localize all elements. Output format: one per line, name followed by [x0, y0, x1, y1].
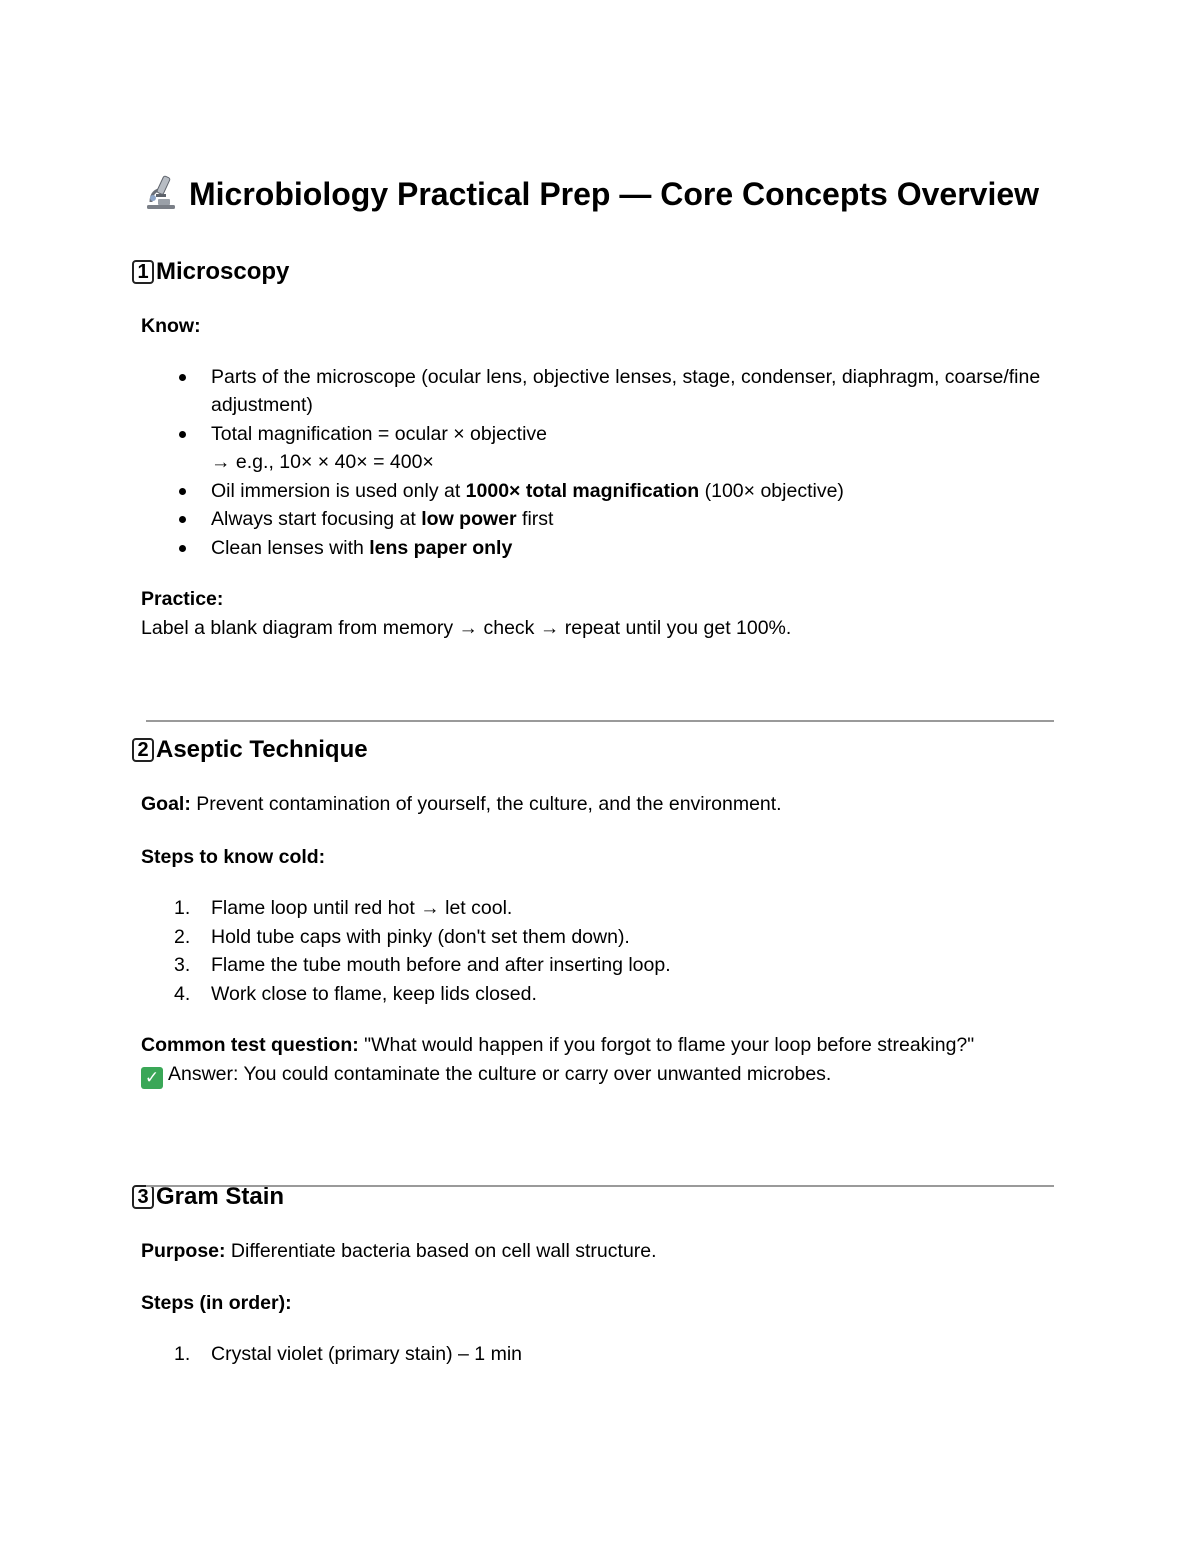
list-item: [174, 951, 1061, 980]
list-item: [174, 923, 1061, 952]
steps-label: Steps (in order):: [141, 1292, 292, 1314]
page-title: [141, 172, 1061, 216]
goal-text: Prevent contamination of yourself, the culture, and the environment.: [190, 793, 782, 815]
section-title: Aseptic Technique: [156, 736, 368, 763]
section-heading-microscopy: [137, 256, 1061, 288]
aseptic-steps-list: [141, 894, 1061, 1008]
list-item-text: Hold tube caps with pinky (don't set them down).: [211, 925, 630, 948]
goal-paragraph: [141, 790, 1061, 819]
list-item-text: Flame loop until red hot → let cool.: [211, 897, 513, 919]
list-item: [211, 534, 1061, 563]
list-item-text: Parts of the microscope (ocular lens, objective lenses, stage, condenser, diaphragm, coarse/fine adjustment): [211, 365, 1041, 416]
answer-paragraph: [141, 1060, 1061, 1089]
list-item-text: (100× objective): [699, 479, 844, 502]
section-heading-aseptic-technique: [137, 734, 1061, 766]
number-badge: 2: [132, 738, 154, 762]
section-title: Gram Stain: [156, 1182, 285, 1210]
microscope-icon: [141, 172, 181, 212]
section-divider: [146, 720, 1054, 722]
list-item-emphasis: lens paper only: [369, 536, 513, 559]
know-label: Know:: [141, 315, 201, 337]
list-number: 3.: [174, 954, 191, 976]
list-item-emphasis: 1000× total magnification: [465, 479, 700, 502]
purpose-text: Differentiate bacteria based on cell wall structure.: [225, 1239, 657, 1262]
list-number: 2.: [174, 925, 191, 948]
list-item: [211, 477, 1061, 506]
number-badge: 1: [132, 260, 154, 284]
list-item-text: Always start focusing at: [211, 508, 422, 530]
practice-text: Label a blank diagram from memory → check → repeat until you get 100%.: [141, 616, 792, 639]
list-item-text: Oil immersion is used only at: [211, 479, 466, 502]
list-item: [211, 420, 1061, 477]
practice-label: Practice:: [141, 588, 224, 610]
microscopy-list: [141, 363, 1061, 563]
list-item-text-continued: → e.g., 10× × 40× = 400×: [211, 451, 434, 473]
list-item-text: Total magnification = ocular × objective: [211, 422, 548, 445]
question-label: Common test question:: [141, 1034, 359, 1056]
purpose-paragraph: [141, 1237, 1061, 1266]
document-content: [137, 172, 1061, 1368]
section-divider: [146, 1185, 1054, 1187]
answer-text: Answer: You could contaminate the culture or carry over unwanted microbes.: [168, 1062, 832, 1085]
number-badge: 3: [132, 1185, 154, 1209]
list-item-text: Crystal violet (primary stain) – 1 min: [211, 1342, 522, 1365]
goal-label: Goal:: [141, 793, 191, 815]
check-mark-icon: ✓: [141, 1067, 163, 1089]
question-text: "What would happen if you forgot to flame your loop before streaking?": [358, 1034, 975, 1056]
list-number: 1.: [174, 897, 191, 919]
list-item: [211, 363, 1061, 420]
question-paragraph: [141, 1031, 1061, 1060]
purpose-label: Purpose:: [141, 1239, 226, 1262]
list-item-emphasis: low power: [421, 508, 517, 530]
page-title-text: Microbiology Practical Prep — Core Concepts Overview: [189, 176, 1040, 212]
section-title: Microscopy: [156, 258, 290, 285]
steps-label: Steps to know cold:: [141, 845, 326, 868]
list-item: [174, 980, 1061, 1009]
list-item: [211, 505, 1061, 534]
list-item: [174, 1340, 1061, 1369]
list-item: [174, 894, 1061, 923]
list-number: 4.: [174, 982, 191, 1005]
list-item-text: first: [516, 508, 554, 530]
list-item-text: Flame the tube mouth before and after inserting loop.: [211, 954, 671, 976]
gram-stain-steps-list: [141, 1340, 1061, 1369]
list-number: 1.: [174, 1342, 191, 1365]
list-item-text: Clean lenses with: [211, 536, 370, 559]
list-item-text: Work close to flame, keep lids closed.: [211, 982, 537, 1005]
